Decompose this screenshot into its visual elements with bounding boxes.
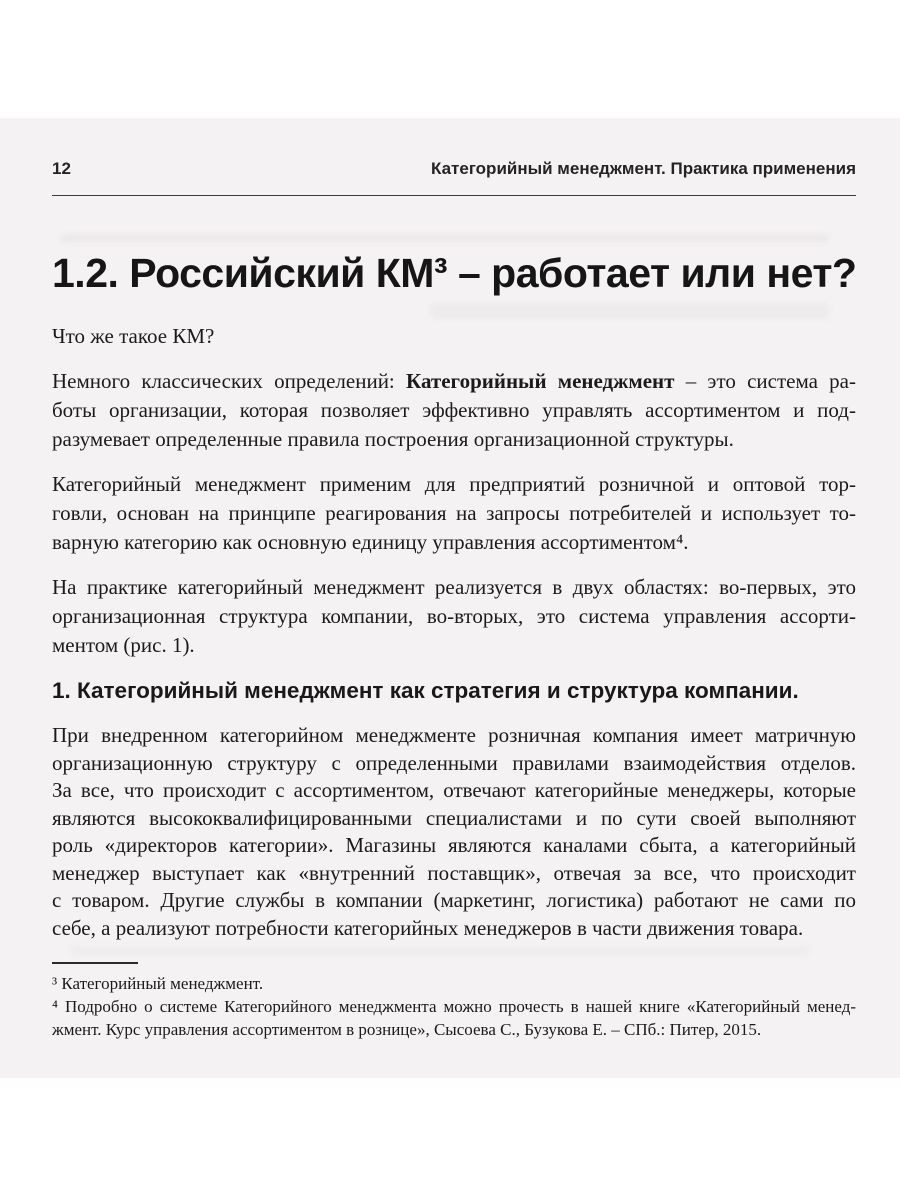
subsection-heading: 1. Категорийный менеджмент как стратегия и структура компании. [52, 678, 799, 703]
lead-question: Что же такое КМ? [52, 324, 215, 348]
running-title: Категорийный менеджмент. Практика применения [431, 159, 856, 178]
bleed-through-mark [60, 234, 830, 243]
paragraph-structure [52, 722, 856, 942]
footnote-3: ³ Категорийный менеджмент. [52, 974, 264, 993]
text-line: боты организации, которая позволяет эффективно управлять ассортиментом и под- [52, 398, 856, 422]
text-line: себе, а реализуют потребности категорийных менеджеров в части движения товара. [52, 915, 804, 940]
text-line: роль «директоров категории». Магазины являются каналами сбыта, а категорийный [52, 833, 856, 857]
paragraph-application [52, 470, 856, 557]
paragraph-practice [52, 573, 856, 660]
header-rule [52, 195, 856, 196]
bleed-through-mark [430, 303, 830, 319]
text-line: жмент. Курс управления ассортиментом в рознице», Сысоева С., Бузукова Е. – СПб.: Питер, 2015. [52, 1020, 762, 1039]
text-line: ментом (рис. 1). [52, 633, 195, 657]
text-line: говли, основан на принципе реагирования на запросы потребителей и использует то- [52, 501, 856, 525]
footnote-separator [52, 962, 138, 964]
text-line: с товаром. Другие службы в компании (маркетинг, логистика) работают не сами по [52, 888, 856, 912]
text-line: являются высококвалифицированными специалистами и по сути своей выполняют [52, 805, 856, 830]
text-line: Немного классических определений: Категорийный менеджмент – это система ра- [52, 369, 856, 393]
section-title: 1.2. Российский КМ³ – работает или нет? [52, 250, 857, 296]
text-line: На практике категорийный менеджмент реализуется в двух областях: во-первых, это [52, 575, 856, 599]
paragraph-definition [52, 367, 856, 454]
text-line: варную категорию как основную единицу управления ассортиментом⁴. [52, 530, 689, 554]
page-header [52, 158, 856, 180]
text-line: разумевает определенные правила построения организационной структуры. [52, 427, 734, 451]
text-line: менеджер выступает как «внутренний поставщик», отвечая за все, что происходит [52, 860, 856, 885]
bleed-through-mark [70, 946, 810, 955]
text-line: При внедренном категорийном менеджменте розничная компания имеет матричную [52, 723, 856, 747]
text-line: За все, что происходит с ассортиментом, отвечают категорийные менеджеры, которые [52, 778, 856, 802]
footnote-4 [52, 995, 856, 1041]
text-line: организационная структура компании, во-вторых, это система управления ассорти- [52, 604, 856, 628]
text-line: Категорийный менеджмент применим для предприятий розничной и оптовой тор- [52, 472, 856, 496]
book-page [0, 118, 900, 1078]
text-line: организационную структуру с определенными правилами взаимодействия отделов. [52, 750, 856, 775]
page-number: 12 [52, 159, 71, 178]
text-line: ⁴ Подробно о системе Категорийного менеджмента можно прочесть в нашей книге «Категорийный менед- [52, 997, 856, 1016]
